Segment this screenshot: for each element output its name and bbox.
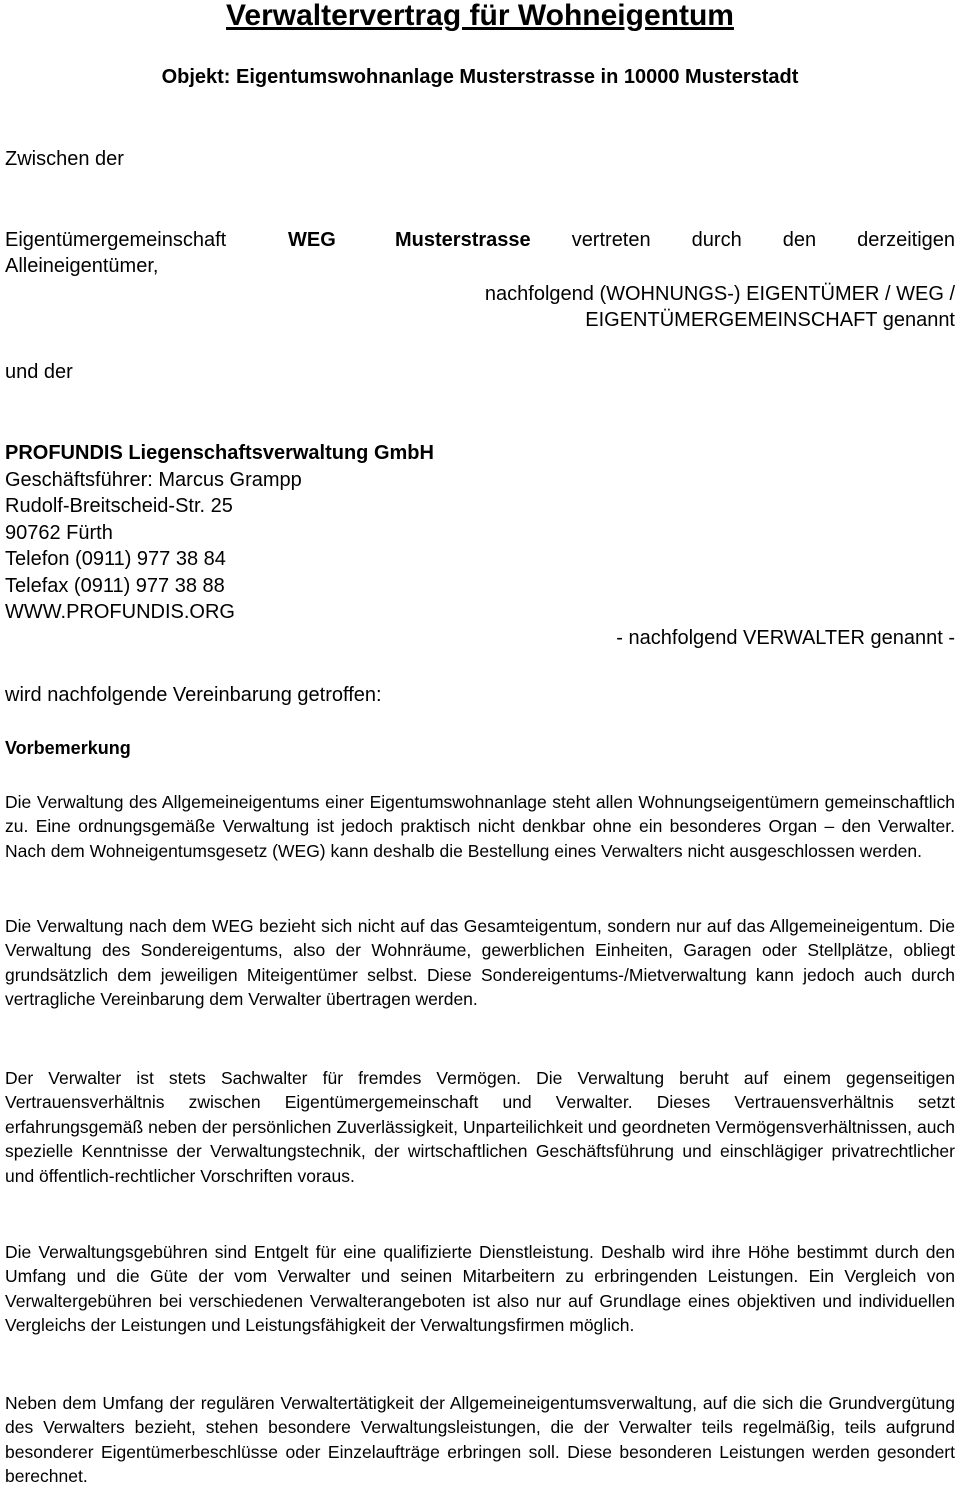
party1-owner-label: Eigentümergemeinschaft — [5, 229, 227, 251]
verwalter-ceo: Geschäftsführer: Marcus Grampp — [5, 468, 302, 491]
party1-designation — [485, 281, 955, 333]
verwalter-company-name: PROFUNDIS Liegenschaftsverwaltung GmbH — [5, 442, 434, 464]
party1-left — [5, 227, 365, 279]
paragraph-3: Der Verwalter ist stets Sachwalter für fremdes Vermögen. Die Verwaltung beruht auf einem gegenseitigen Vertrauensverhältnis zwischen Eigentümergemeinschaft und Verwalter. Dieses Vertrauensverhältnis setzt erfahrungsgemäß neben der persönlichen Zuverlässigkeit, Unparteilichkeit und geordneten Vermögensverhältnissen, auch spezielle Kenntnisse der Verwaltungstechnik, der wirtschaftlichen Geschäftsführung und einschlägiger privatrechtlicher und öffentlich-rechtlicher Vorschriften voraus. — [5, 1068, 955, 1186]
party1-designation-line2: EIGENTÜMERGEMEINSCHAFT genannt — [585, 309, 955, 331]
party1-designation-line1: nachfolgend (WOHNUNGS-) EIGENTÜMER / WEG / — [484, 283, 955, 305]
paragraph-4: Die Verwaltungsgebühren sind Entgelt für eine qualifizierte Dienstleistung. Deshalb wird ihre Höhe bestimmt durch den Umfang und die Güte der vom Verwalter und seinen Mitarbeitern zu erbringenden Leistungen. Ein Vergleich von Verwaltergebühren bei verschiedenen Verwalterangeboten ist also nur auf Grundlage eines objektiven und individuellen Vergleichs der Leistungen und Leistungsfähigkeit der Verwaltungsfirmen möglich. — [5, 1242, 955, 1336]
verwalter-fax: Telefax (0911) 977 38 88 — [5, 574, 225, 597]
verwalter-website: WWW.PROFUNDIS.ORG — [5, 601, 235, 623]
verwalter-street: Rudolf-Breitscheid-Str. 25 — [5, 495, 233, 517]
party1-sole-owner: Alleineigentümer, — [5, 255, 159, 277]
document-subtitle: Objekt: Eigentumswohnanlage Musterstrasse in 10000 Musterstadt — [161, 66, 799, 88]
verwalter-city: 90762 Fürth — [5, 521, 113, 544]
party1-weg: WEG — [288, 229, 336, 251]
verwalter-address-block — [5, 440, 434, 626]
verwalter-designation: - nachfolgend VERWALTER genannt - — [616, 627, 955, 649]
document-title: Verwaltervertrag für Wohneigentum — [226, 0, 734, 32]
party1-street: Musterstrasse — [395, 229, 531, 251]
paragraph-2: Die Verwaltung nach dem WEG bezieht sich nicht auf das Gesamteigentum, sondern nur auf das Allgemeineigentum. Die Verwaltung des Sondereigentums, also der Wohnräume, gewerblichen Einheiten, Garagen oder Stellplätze, obliegt grundsätzlich dem jeweiligen Miteigentümer selbst. Diese Sondereigentums-/Mietverwaltung kann jedoch auch durch vertragliche Vereinbarung dem Verwalter übertragen werden. — [5, 916, 955, 1010]
paragraph-5: Neben dem Umfang der regulären Verwaltertätigkeit der Allgemeineigentumsverwaltung, auf die sich die Grundvergütung des Verwalters bezieht, stehen besondere Verwaltungsleistungen, die der Verwalter teils regelmäßig, teils aufgrund besonderer Eigentümerbeschlüsse oder Einzelaufträge erbringen soll. Diese besonderen Leistungen werden gesondert berechnet. — [5, 1393, 955, 1487]
verwalter-phone: Telefon (0911) 977 38 84 — [5, 548, 226, 570]
agreement-line: wird nachfolgende Vereinbarung getroffen: — [5, 684, 382, 706]
zwischen-label: Zwischen der — [5, 148, 124, 170]
paragraph-1: Die Verwaltung des Allgemeineigentums einer Eigentumswohnanlage steht allen Wohnungseigentümern gemeinschaftlich zu. Eine ordnungsgemäße Verwaltung ist jedoch praktisch nicht denkbar ohne ein besonderes Organ – den Verwalter. Nach dem Wohneigentumsgesetz (WEG) kann deshalb die Bestellung eines Verwalters nicht ausgeschlossen werden. — [5, 792, 955, 861]
section-heading: Vorbemerkung — [5, 738, 131, 758]
party1-representation: vertreten durch den derzeitigen — [571, 229, 955, 251]
party1-right — [395, 227, 955, 253]
und-der-label: und der — [5, 361, 73, 383]
